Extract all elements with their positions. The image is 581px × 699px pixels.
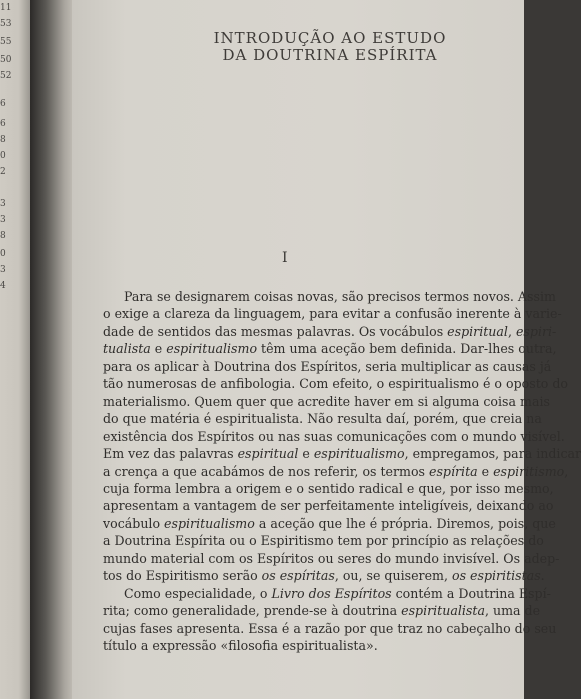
text-segment: cujas fases apresenta. Essa é a razão por que traz no cabeçalho do seu [103,620,557,636]
text-segment: e [150,341,167,357]
italic-term: espiritualismo [164,515,255,531]
book-gutter [30,0,76,699]
text-segment: o exige a clareza da linguagem, para evitar a confusão inerente à varie- [103,306,562,322]
text-segment: dade de sentidos das mesmas palavras. Os vocábulos [103,323,448,339]
text-line [124,289,556,304]
italic-term: espiritualismo [313,446,405,462]
text-segment: e [477,463,494,479]
italic-term: espiritualista [401,603,485,619]
margin-number: 0 [0,249,6,259]
text-line [103,306,562,322]
italic-term: espiritualismo [166,341,258,357]
text-segment: vocábulo [103,515,165,531]
text-line [103,533,544,549]
text-line [103,568,545,584]
text-line [103,515,556,531]
text-line [103,446,581,462]
margin-number: 8 [0,231,6,241]
text-line [103,376,568,392]
text-segment: e [298,446,314,462]
margin-number: 6 [0,99,6,109]
text-line [103,620,557,636]
chapter-title-line-2: DA DOUTRINA ESPÍRITA [222,46,438,64]
margin-number: 8 [0,135,6,145]
text-line [103,358,552,374]
text-line [103,603,541,619]
margin-number: 50 [0,55,12,65]
text-segment: , [507,323,516,339]
italic-term: Livro dos Espíritos [271,585,392,601]
text-line [103,498,554,514]
text-segment: . [540,568,545,584]
text-line [103,463,569,479]
margin-number: 53 [0,19,12,29]
text-segment: a aceção que lhe é própria. Diremos, pois, que [254,515,556,531]
text-segment: contém a Doutrina Espí- [391,585,551,601]
margin-number: 11 [0,3,12,13]
text-line [103,428,565,444]
text-line [103,411,542,427]
text-line [103,638,522,653]
text-segment: a crença a que acabámos de nos referir, os termos [103,463,430,479]
margin-number: 6 [0,119,6,129]
margin-number: 3 [0,199,6,209]
text-segment: existência dos Espíritos ou nas suas comunicações com o mundo visível. [103,428,565,444]
italic-term: os espíritas [261,568,335,584]
text-segment: a Doutrina Espírita ou o Espiritismo tem por princípio as relações do [103,533,544,549]
text-segment: apresentam a vantagem de ser perfeitamente inteligíveis, deixando ao [103,498,554,514]
margin-number: 2 [0,167,6,177]
italic-term: espiritual [447,323,508,339]
margin-number: 55 [0,37,12,47]
text-line [124,585,551,601]
italic-term: espírita [429,463,478,479]
text-line [103,323,557,339]
text-segment: tos do Espiritismo serão [103,568,262,584]
text-segment: tão numerosas de anfibologia. Com efeito, o espiritualismo é o oposto do [103,376,568,392]
text-line [103,480,554,496]
book-page [72,0,581,699]
text-segment: materialismo. Quem quer que acredite haver em si alguma coisa mais [103,393,550,409]
text-line [103,393,550,409]
margin-number: 0 [0,151,6,161]
margin-number: 3 [0,215,6,225]
text-segment: , [564,463,569,479]
previous-page-edge [0,0,34,699]
margin-number: 4 [0,281,6,291]
chapter-title-line-1: INTRODUÇÃO AO ESTUDO [213,29,447,47]
margin-number: 3 [0,265,6,275]
text-segment: , empregamos, para indicar [404,446,581,462]
text-line [103,341,557,357]
text-segment: , uma de [484,603,541,619]
text-segment: Para se designarem coisas novas, são precisos termos novos. Assim [124,289,556,304]
text-segment: mundo material com os Espíritos ou seres do mundo invisível. Os adep- [103,550,560,566]
text-segment: do que matéria é espiritualista. Não resulta daí, porém, que creia na [103,411,542,427]
text-segment: Como especialidade, o [124,585,272,601]
text-segment: rita; como generalidade, prende-se à doutrina [103,603,402,619]
section-number: I [282,250,288,266]
italic-term: espiritual [237,446,299,462]
italic-term: espiri- [515,323,557,339]
text-segment: têm uma aceção bem definida. Dar-lhes outra, [257,341,557,357]
margin-number: 52 [0,71,12,81]
text-line [103,550,560,566]
text-segment: título a expressão «filosofia espiritualista». [103,638,378,653]
italic-term: tualista [103,341,151,357]
italic-term: os espiritistas [451,568,541,584]
text-segment: Em vez das palavras [103,446,238,462]
text-segment: cuja forma lembra a origem e o sentido radical e que, por isso mesmo, [103,480,554,496]
text-segment: , ou, se quiserem, [334,568,452,584]
text-segment: para os aplicar à Doutrina dos Espíritos, seria multiplicar as causas já [103,358,552,374]
italic-term: espiritismo [493,463,565,479]
